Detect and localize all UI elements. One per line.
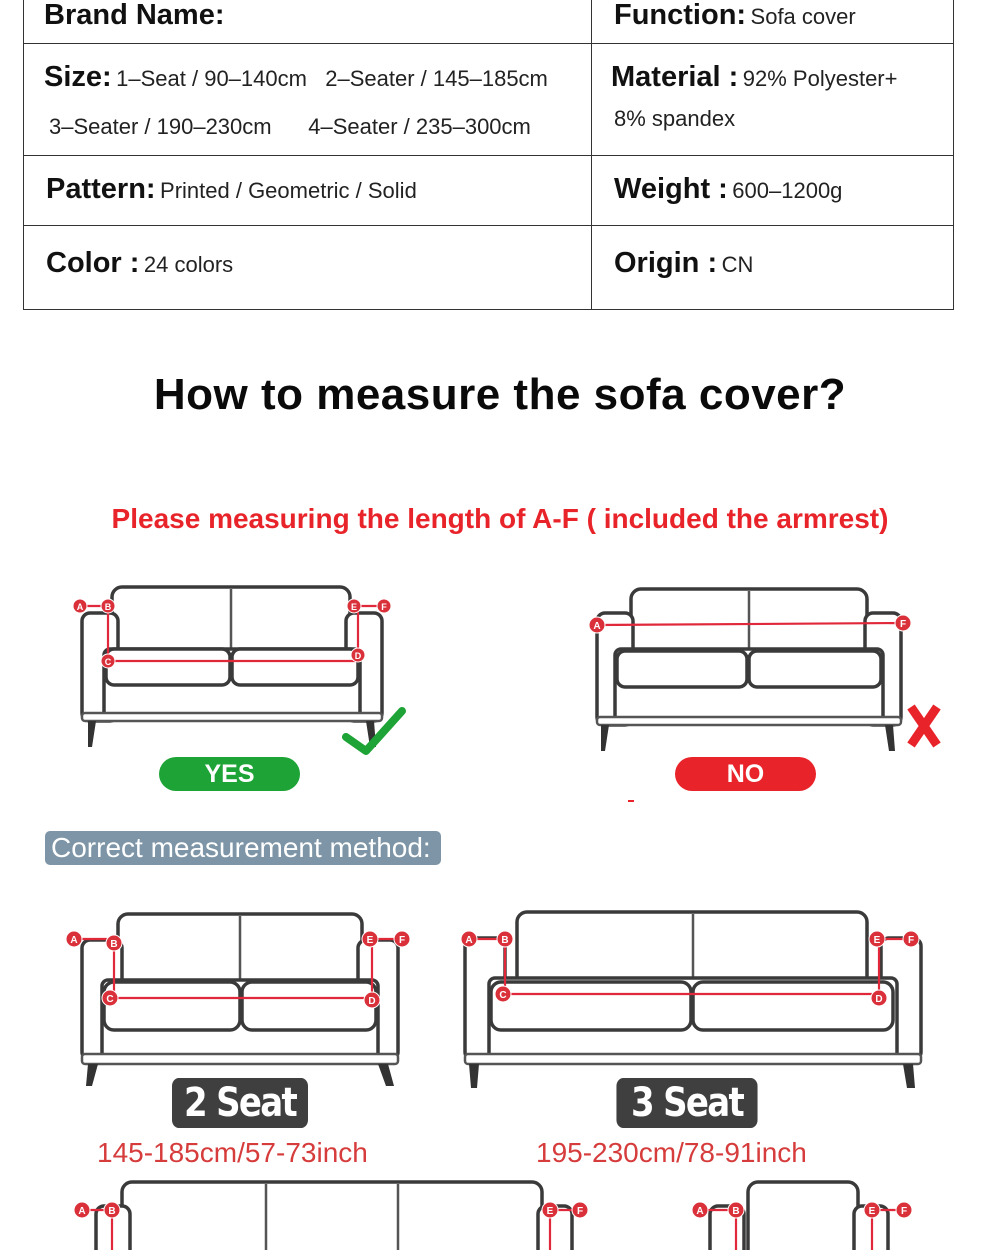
svg-text:A: A — [70, 935, 78, 946]
material-cell — [611, 61, 897, 94]
size-line2: 3–Seater / 190–230cm 4–Seater / 235–300cm — [49, 114, 531, 139]
svg-text:B: B — [108, 1206, 116, 1217]
yes-badge: YES — [159, 757, 300, 791]
svg-text:F: F — [381, 602, 387, 612]
material-value-line1: 92% Polyester+ — [742, 66, 898, 91]
point-marker-a — [66, 931, 82, 947]
point-marker-d — [871, 990, 887, 1006]
svg-text:B: B — [104, 602, 112, 612]
svg-text:B: B — [732, 1206, 740, 1217]
size-cell — [44, 61, 548, 94]
seat3-size: 195-230cm/78-91inch — [536, 1137, 807, 1168]
svg-text:A: A — [76, 602, 84, 612]
point-marker-a — [73, 599, 87, 613]
point-marker-b — [104, 1202, 120, 1218]
svg-text:F: F — [900, 1206, 908, 1217]
material-value-line2: 8% spandex — [614, 106, 736, 131]
svg-text:A: A — [593, 621, 601, 632]
pattern-value: Printed / Geometric / Solid — [160, 178, 417, 203]
weight-label: Weight : — [614, 173, 728, 205]
size-label: Size: — [44, 61, 112, 93]
point-marker-a — [461, 931, 477, 947]
point-marker-c — [495, 986, 511, 1002]
svg-text:E: E — [366, 935, 374, 946]
svg-text:D: D — [354, 651, 362, 661]
point-marker-a — [74, 1202, 90, 1218]
weight-value: 600–1200g — [732, 178, 843, 203]
point-marker-e — [362, 931, 378, 947]
color-value: 24 colors — [143, 252, 234, 277]
brand-cell — [44, 0, 225, 32]
svg-text:F: F — [899, 619, 907, 630]
point-marker-c — [102, 990, 118, 1006]
svg-text:E: E — [868, 1206, 876, 1217]
origin-cell — [614, 247, 753, 280]
origin-label: Origin : — [614, 247, 718, 279]
point-marker-b — [101, 599, 115, 613]
point-marker-f — [896, 1202, 912, 1218]
table-divider — [591, 0, 592, 309]
size-line1: 1–Seat / 90–140cm 2–Seater / 145–185cm — [116, 66, 548, 91]
point-marker-b — [728, 1202, 744, 1218]
point-marker-c — [101, 654, 115, 668]
point-marker-e — [542, 1202, 558, 1218]
svg-text:F: F — [398, 935, 406, 946]
point-marker-f — [903, 931, 919, 947]
page-title: How to measure the sofa cover? — [153, 370, 847, 419]
svg-text:E: E — [873, 935, 881, 946]
table-divider — [24, 155, 953, 156]
seat2-badge: 2 Seat — [172, 1078, 308, 1128]
seat2-size: 145-185cm/57-73inch — [97, 1137, 368, 1168]
color-cell — [46, 247, 233, 280]
instruction-text: Please measuring the length of A-F ( included the armrest) — [111, 503, 889, 534]
spec-table — [23, 0, 954, 310]
point-marker-a — [589, 617, 605, 633]
cross-icon — [911, 707, 937, 745]
svg-text:F: F — [576, 1206, 584, 1217]
point-marker-e — [869, 931, 885, 947]
point-marker-d — [364, 992, 380, 1008]
table-divider — [24, 225, 953, 226]
color-label: Color : — [46, 247, 140, 279]
point-marker-b — [106, 935, 122, 951]
svg-text:D: D — [875, 994, 883, 1005]
point-marker-f — [572, 1202, 588, 1218]
brand-label: Brand Name: — [44, 0, 225, 31]
pattern-cell — [46, 173, 417, 206]
function-cell — [614, 0, 856, 32]
point-marker-a — [692, 1202, 708, 1218]
sofa-2seat-diagram — [62, 910, 422, 1090]
method-heading: Correct measurement method: — [45, 831, 441, 865]
point-marker-f — [895, 615, 911, 631]
svg-text:B: B — [501, 935, 509, 946]
svg-text:C: C — [106, 994, 114, 1005]
seat3-badge: 3 Seat — [616, 1078, 757, 1128]
weight-cell — [614, 173, 842, 206]
svg-text:C: C — [104, 657, 112, 667]
function-value: Sofa cover — [750, 4, 856, 29]
sofa-yes-diagram — [70, 585, 410, 755]
svg-text:A: A — [465, 935, 473, 946]
pattern-label: Pattern: — [46, 173, 156, 205]
svg-text:B: B — [110, 939, 118, 950]
svg-text:D: D — [368, 996, 376, 1007]
svg-text:A: A — [78, 1206, 86, 1217]
sofa-3seat-diagram — [455, 908, 935, 1093]
svg-text:C: C — [499, 990, 507, 1001]
decorative-dash — [628, 800, 634, 802]
svg-text:E: E — [546, 1206, 554, 1217]
origin-value: CN — [721, 252, 754, 277]
point-marker-f — [377, 599, 391, 613]
sofa-1seat-diagram — [686, 1178, 926, 1250]
material-label: Material : — [611, 61, 739, 93]
point-marker-f — [394, 931, 410, 947]
function-label: Function: — [614, 0, 747, 31]
point-marker-b — [497, 931, 513, 947]
table-divider — [24, 43, 953, 44]
svg-text:F: F — [907, 935, 915, 946]
sofa-4seat-diagram — [66, 1178, 606, 1250]
point-marker-d — [351, 648, 365, 662]
no-badge: NO — [675, 757, 816, 791]
svg-text:E: E — [350, 602, 358, 612]
point-marker-e — [864, 1202, 880, 1218]
point-marker-e — [347, 599, 361, 613]
sofa-no-diagram — [585, 585, 945, 755]
svg-text:A: A — [696, 1206, 704, 1217]
